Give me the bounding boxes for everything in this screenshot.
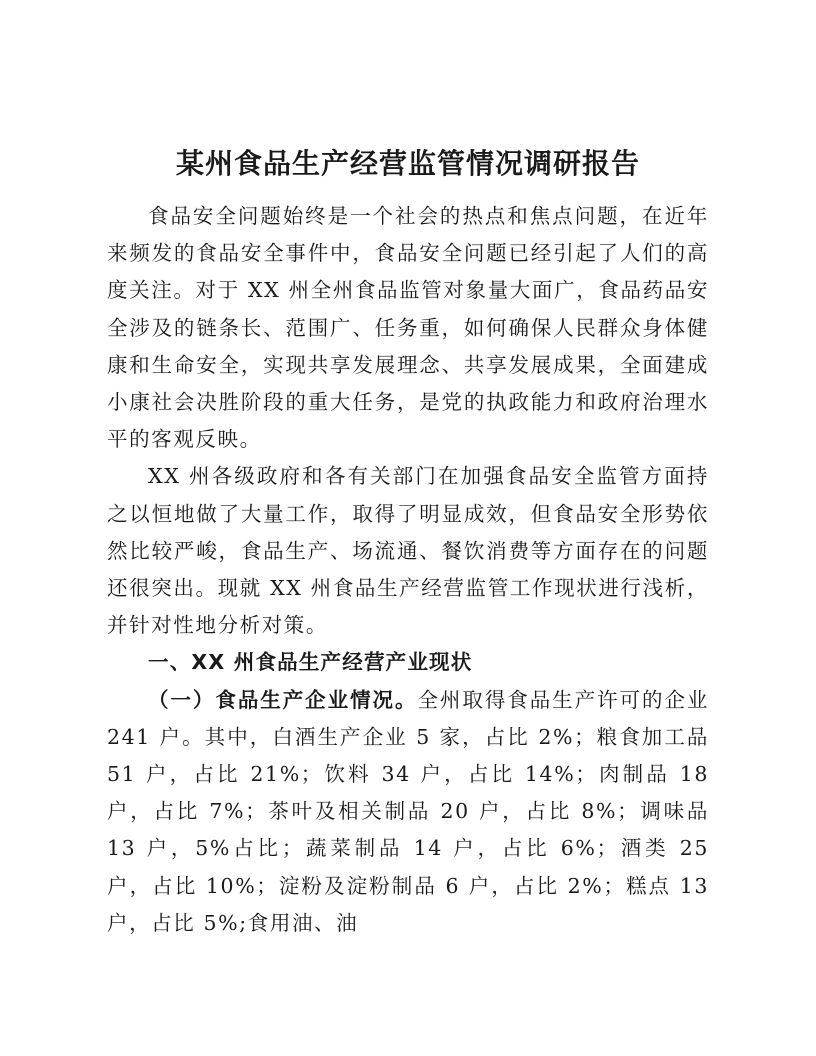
subsection-paragraph	[107, 682, 709, 942]
subsection-text: 全州取得食品生产许可的企业 241 户。其中，白酒生产企业 5 家，占比 2%；粮食加工品 51 户，占比 21%；饮料 34 户，占比 14%；肉制品 18 户，占比 7%；茶叶及相关制品 20 户，占比 8%；调味品 13 户，5%占比；蔬菜制品 14 户，占比 6%；酒类 25 户，占比 10%；淀粉及淀粉制品 6 户，占比 2%；糕点 13 户，占比 5%;食用油、油	[107, 687, 709, 935]
section-heading: 一、XX 州食品生产经营产业现状	[148, 650, 473, 675]
subsection-lead: （一）食品生产企业情况。	[148, 687, 418, 712]
intro-paragraph: 食品安全问题始终是一个社会的热点和焦点问题，在近年来频发的食品安全事件中，食品安全问题已经引起了人们的高度关注。对于 XX 州全州食品监管对象量大面广，食品药品安全涉及的链条长、范围广、任务重，如何确保人民群众身体健康和生命安全，实现共享发展理念、共享发展成果，全面建成小康社会决胜阶段的重大任务，是党的执政能力和政府治理水平的客观反映。	[107, 204, 709, 452]
document-title: 某州食品生产经营监管情况调研报告	[175, 147, 640, 180]
intro-paragraph: XX 州各级政府和各有关部门在加强食品安全监管方面持之以恒地做了大量工作，取得了明显成效，但食品安全形势依然比较严峻，食品生产、场流通、餐饮消费等方面存在的问题还很突出。现就 XX 州食品生产经营监管工作现状进行浅析，并针对性地分析对策。	[107, 464, 709, 638]
document-body	[107, 198, 709, 942]
